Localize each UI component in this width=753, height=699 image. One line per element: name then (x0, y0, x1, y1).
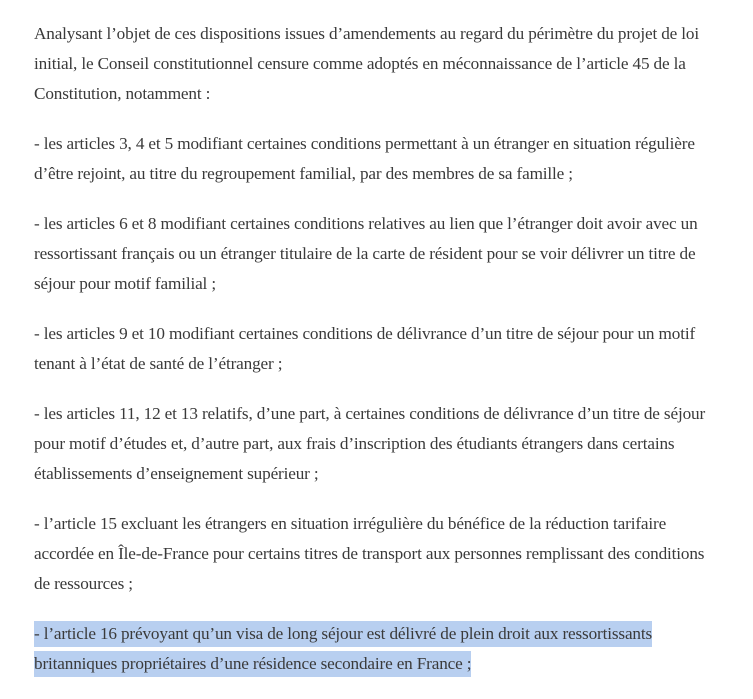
list-item-article-15: - l’article 15 excluant les étrangers en situation irrégulière du bénéfice de la réduction tarifaire accordée en Île-de-France pour certains titres de transport aux personnes remplissant des conditions de ressources ; (34, 514, 705, 593)
list-item-articles-9-10: - les articles 9 et 10 modifiant certaines conditions de délivrance d’un titre de séjour pour un motif tenant à l’état de santé de l’étranger ; (34, 324, 696, 373)
intro-paragraph: Analysant l’objet de ces dispositions issues d’amendements au regard du périmètre du projet de loi initial, le Conseil constitutionnel censure comme adoptés en méconnaissance de l’article 45 de la Constitution, notamment : (34, 24, 699, 103)
list-item-articles-6-8: - les articles 6 et 8 modifiant certaines conditions relatives au lien que l’étranger doit avoir avec un ressortissant français ou un étranger titulaire de la carte de résident pour se voir délivrer un titre de séjour pour motif familial ; (34, 214, 698, 293)
list-item-articles-3-4-5: - les articles 3, 4 et 5 modifiant certaines conditions permettant à un étranger en situation régulière d’être rejoint, au titre du regroupement familial, par des membres de sa famille ; (34, 134, 695, 183)
list-item-article-16-selected (34, 619, 720, 679)
list-item-articles-11-12-13: - les articles 11, 12 et 13 relatifs, d’une part, à certaines conditions de délivrance d’un titre de séjour pour motif d’études et, d’autre part, aux frais d’inscription des étudiants étrangers dans certains établissements d’enseignement supérieur ; (34, 404, 706, 483)
article-body (34, 19, 720, 699)
selected-text: - l’article 16 prévoyant qu’un visa de long séjour est délivré de plein droit aux ressortissants britanniques propriétaires d’une résidence secondaire en France ; (34, 621, 652, 677)
